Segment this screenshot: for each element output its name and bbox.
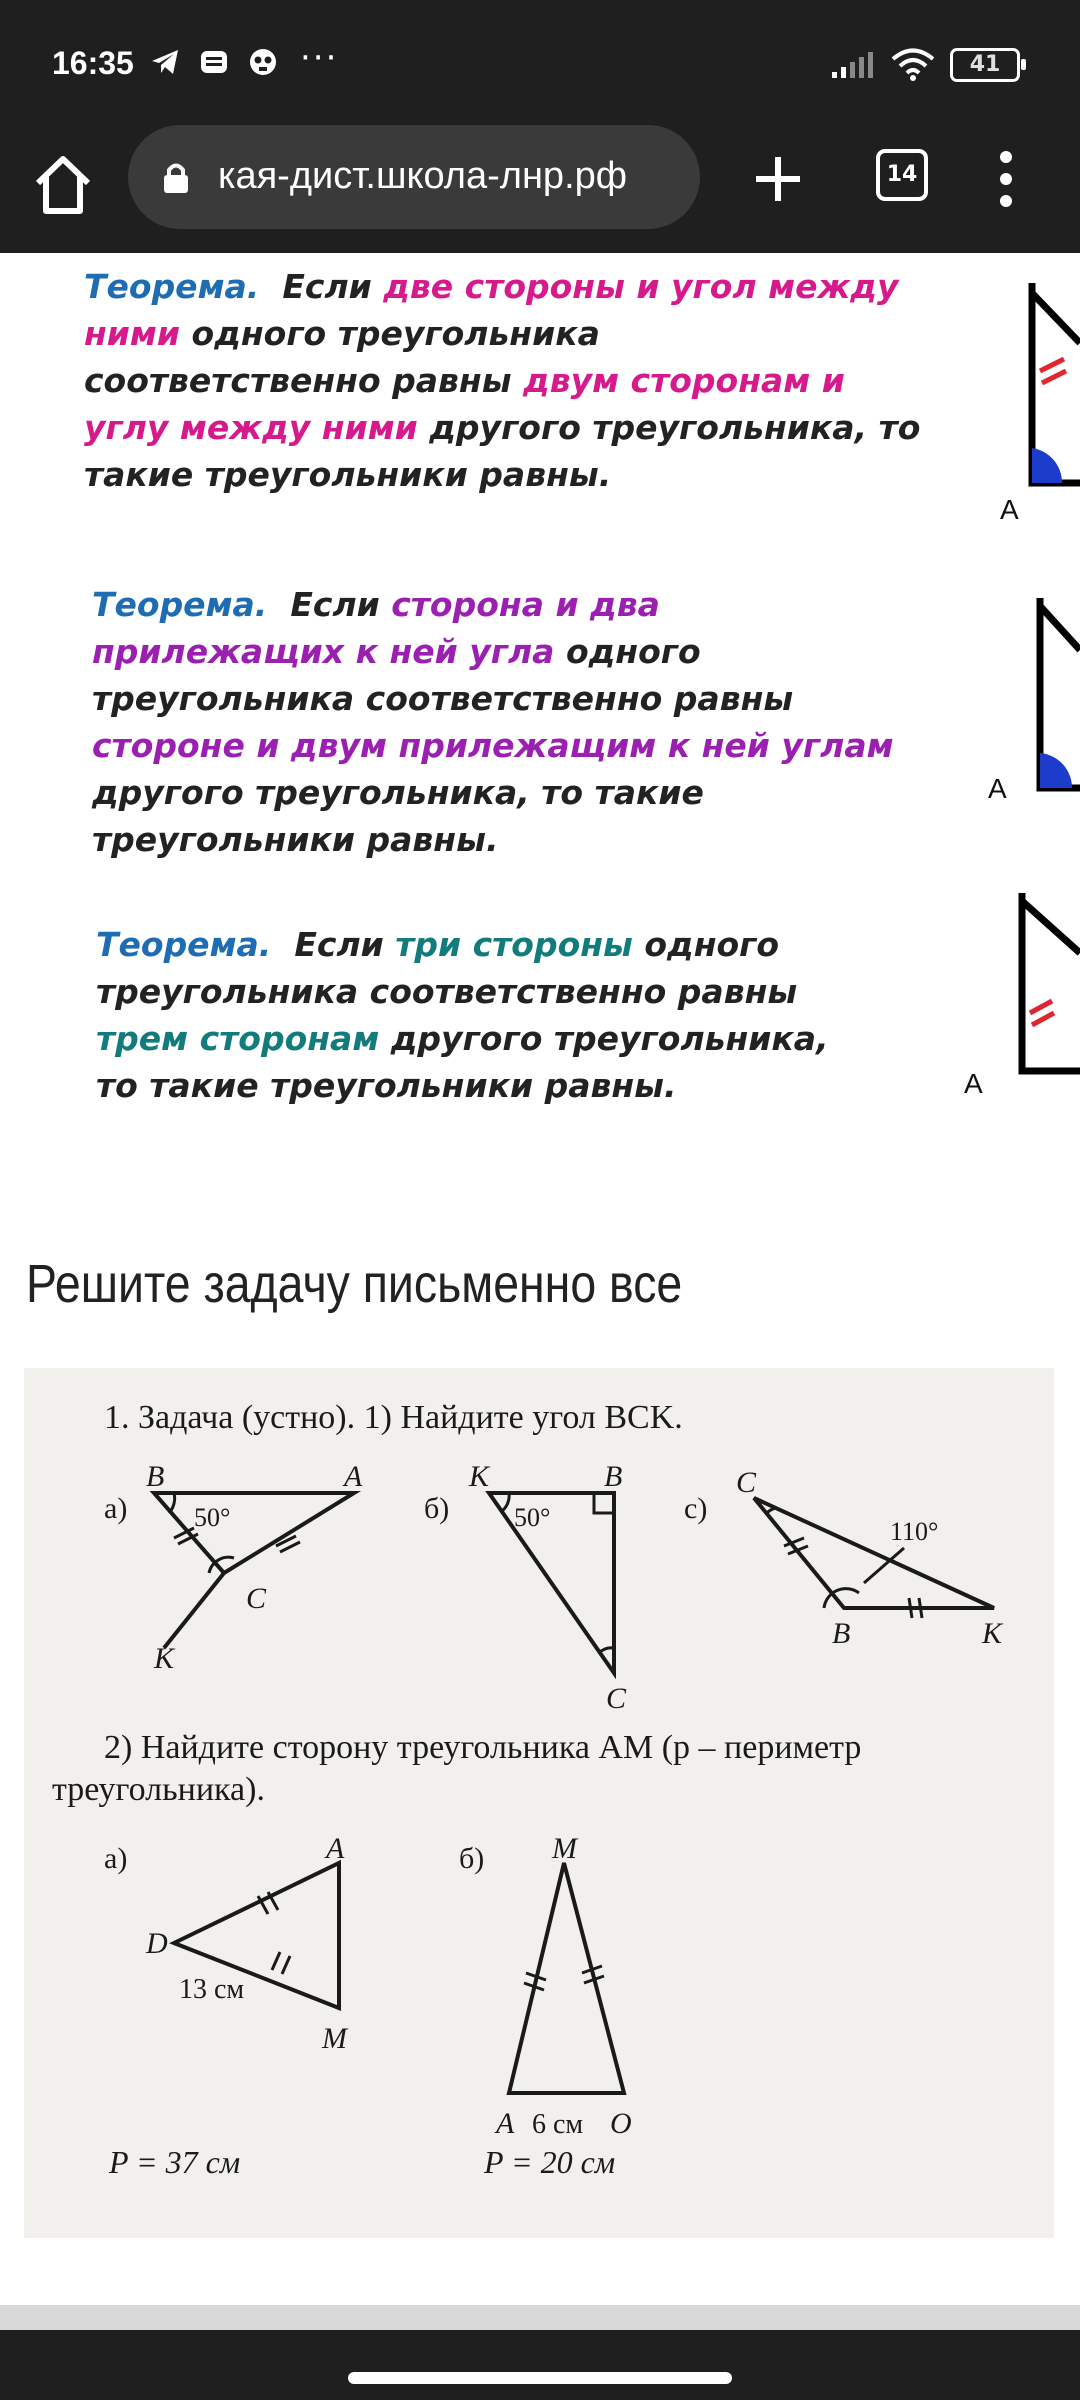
telegram-icon xyxy=(150,48,180,80)
system-icons xyxy=(830,48,1020,82)
theorem-text-segment: одного xyxy=(632,925,780,964)
theorem-text-segment: треугольника соответственно равны xyxy=(96,972,798,1011)
theorem-text-segment: Если xyxy=(290,585,392,624)
task1a-vertex-a: A xyxy=(344,1460,363,1493)
system-navigation-bar xyxy=(0,2330,1080,2400)
task1b-triangle xyxy=(489,1493,614,1673)
theorem-text-segment: одного xyxy=(554,632,701,671)
theorem-text-segment: сторона и два xyxy=(391,585,660,624)
theorem-text-segment: трем сторонам xyxy=(96,1019,380,1058)
url-text: кая-дист.школа-лнр.рф xyxy=(218,155,628,197)
more-notifications-icon: ··· xyxy=(300,38,339,78)
theorem-text-segment: другого треугольника, xyxy=(379,1019,829,1058)
theorem-sas-figure xyxy=(1000,283,1080,525)
task1c-vertex-b: B xyxy=(832,1617,851,1650)
task-heading: Решите задачу письменно все xyxy=(26,1254,683,1314)
tab-switcher-button[interactable]: 14 xyxy=(876,149,928,201)
signal-icon xyxy=(830,50,878,80)
task1a-extension xyxy=(164,1573,224,1648)
address-bar[interactable] xyxy=(128,125,700,229)
task1b-label: б) xyxy=(424,1492,450,1525)
bottom-toolbar-strip xyxy=(0,2305,1080,2330)
theorem-sss-vertex-label xyxy=(962,1063,1002,1103)
task1c-angle: 110° xyxy=(890,1517,939,1546)
page-content xyxy=(0,253,1080,2308)
theorem-sss xyxy=(96,921,976,1109)
theorem-text-segment: прилежащих к ней угла xyxy=(92,632,555,671)
theorem-text-segment: ними xyxy=(84,314,181,353)
task1a-vertex-c: C xyxy=(246,1582,267,1615)
theorem-sas xyxy=(84,263,964,498)
task1-title: 1. Задача (устно). 1) Найдите угол BCK. xyxy=(104,1399,683,1436)
theorem-text-segment: треугольника соответственно равны xyxy=(92,679,794,718)
task2b-vertex-a: A xyxy=(496,2107,515,2140)
task2-title-line1: 2) Найдите сторону треугольника AM (p – периметр xyxy=(104,1729,862,1766)
task2a-vertex-d: D xyxy=(146,1927,168,1960)
theorem-text-segment: соответственно равны xyxy=(84,361,524,400)
theorem-sss-figure xyxy=(1000,893,1080,1073)
menu-icon[interactable] xyxy=(996,147,1016,211)
task2b-vertex-o: O xyxy=(610,2107,632,2140)
theorem-text-segment: две стороны и угол между xyxy=(383,267,899,306)
task1c-vertex-k: K xyxy=(982,1617,1003,1650)
task2a-vertex-m: M xyxy=(322,2022,347,2055)
theorem-text-segment: другого треугольника, то xyxy=(417,408,921,447)
theorem-text-segment: углу между ними xyxy=(84,408,418,447)
theorem-text-segment: стороне и двум прилежащим к ней углам xyxy=(92,726,894,765)
task2b-vertex-m: M xyxy=(552,1832,577,1865)
new-tab-icon[interactable] xyxy=(750,151,806,207)
battery-level: 41 xyxy=(969,52,1001,77)
task2-title-line2: треугольника). xyxy=(52,1771,265,1808)
status-bar xyxy=(0,0,1080,125)
theorem-text-segment: такие треугольники равны. xyxy=(84,455,612,494)
task2a-label: а) xyxy=(104,1842,128,1875)
task-scan-image xyxy=(24,1368,1054,2238)
task2b-label: б) xyxy=(459,1842,485,1875)
battery-icon xyxy=(950,48,1020,82)
task1a-angle: 50° xyxy=(194,1503,231,1532)
task1b-vertex-c: C xyxy=(606,1682,627,1715)
task2a-perimeter: P = 37 см xyxy=(109,2144,241,2180)
task2b-triangle xyxy=(509,1863,624,2093)
skull-icon xyxy=(248,47,278,81)
browser-toolbar xyxy=(0,125,1080,256)
notification-icons xyxy=(150,47,292,81)
theorem-text-segment: Если xyxy=(282,267,384,306)
theorem-label: Теорема. xyxy=(96,925,272,964)
theorem-text-segment: другого треугольника, то такие xyxy=(92,773,704,812)
gesture-handle[interactable] xyxy=(348,2372,732,2384)
task2a-side: 13 см xyxy=(179,1974,245,2005)
theorem-sas-vertex-a: A xyxy=(1000,494,1019,525)
theorem-text-segment: то такие треугольники равны. xyxy=(96,1066,677,1105)
theorem-text-segment: треугольники равны. xyxy=(92,820,499,859)
theorem-text-segment: три стороны xyxy=(395,925,633,964)
task2b-perimeter: P = 20 см xyxy=(484,2144,616,2180)
theorem-asa-vertex-a: A xyxy=(988,773,1007,804)
theorem-text-segment: двум сторонам и xyxy=(523,361,845,400)
home-icon[interactable] xyxy=(30,145,96,225)
theorem-text-segment: Если xyxy=(294,925,396,964)
task1a-label: а) xyxy=(104,1492,128,1525)
theorem-label: Теорема. xyxy=(92,585,268,624)
task1c-label: с) xyxy=(684,1492,708,1525)
task1c-vertex-c: C xyxy=(736,1466,757,1499)
theorem-text-segment: одного треугольника xyxy=(180,314,600,353)
task1b-vertex-b: B xyxy=(604,1460,623,1493)
task1b-vertex-k: K xyxy=(469,1460,490,1493)
wifi-icon xyxy=(891,48,935,82)
task2a-vertex-a: A xyxy=(326,1832,345,1865)
task2b-side: 6 см xyxy=(532,2109,584,2140)
theorem-label: Теорема. xyxy=(84,267,260,306)
theorem-asa-vertex-label xyxy=(980,768,1020,808)
lock-icon xyxy=(162,161,190,195)
theorem-sss-vertex-a: A xyxy=(964,1068,983,1099)
message-icon xyxy=(199,48,229,80)
theorem-asa xyxy=(92,581,972,863)
task1b-angle: 50° xyxy=(514,1503,551,1532)
task1a-vertex-b: B xyxy=(146,1460,165,1493)
status-time: 16:35 xyxy=(52,45,134,81)
task1a-vertex-k: K xyxy=(154,1642,175,1675)
